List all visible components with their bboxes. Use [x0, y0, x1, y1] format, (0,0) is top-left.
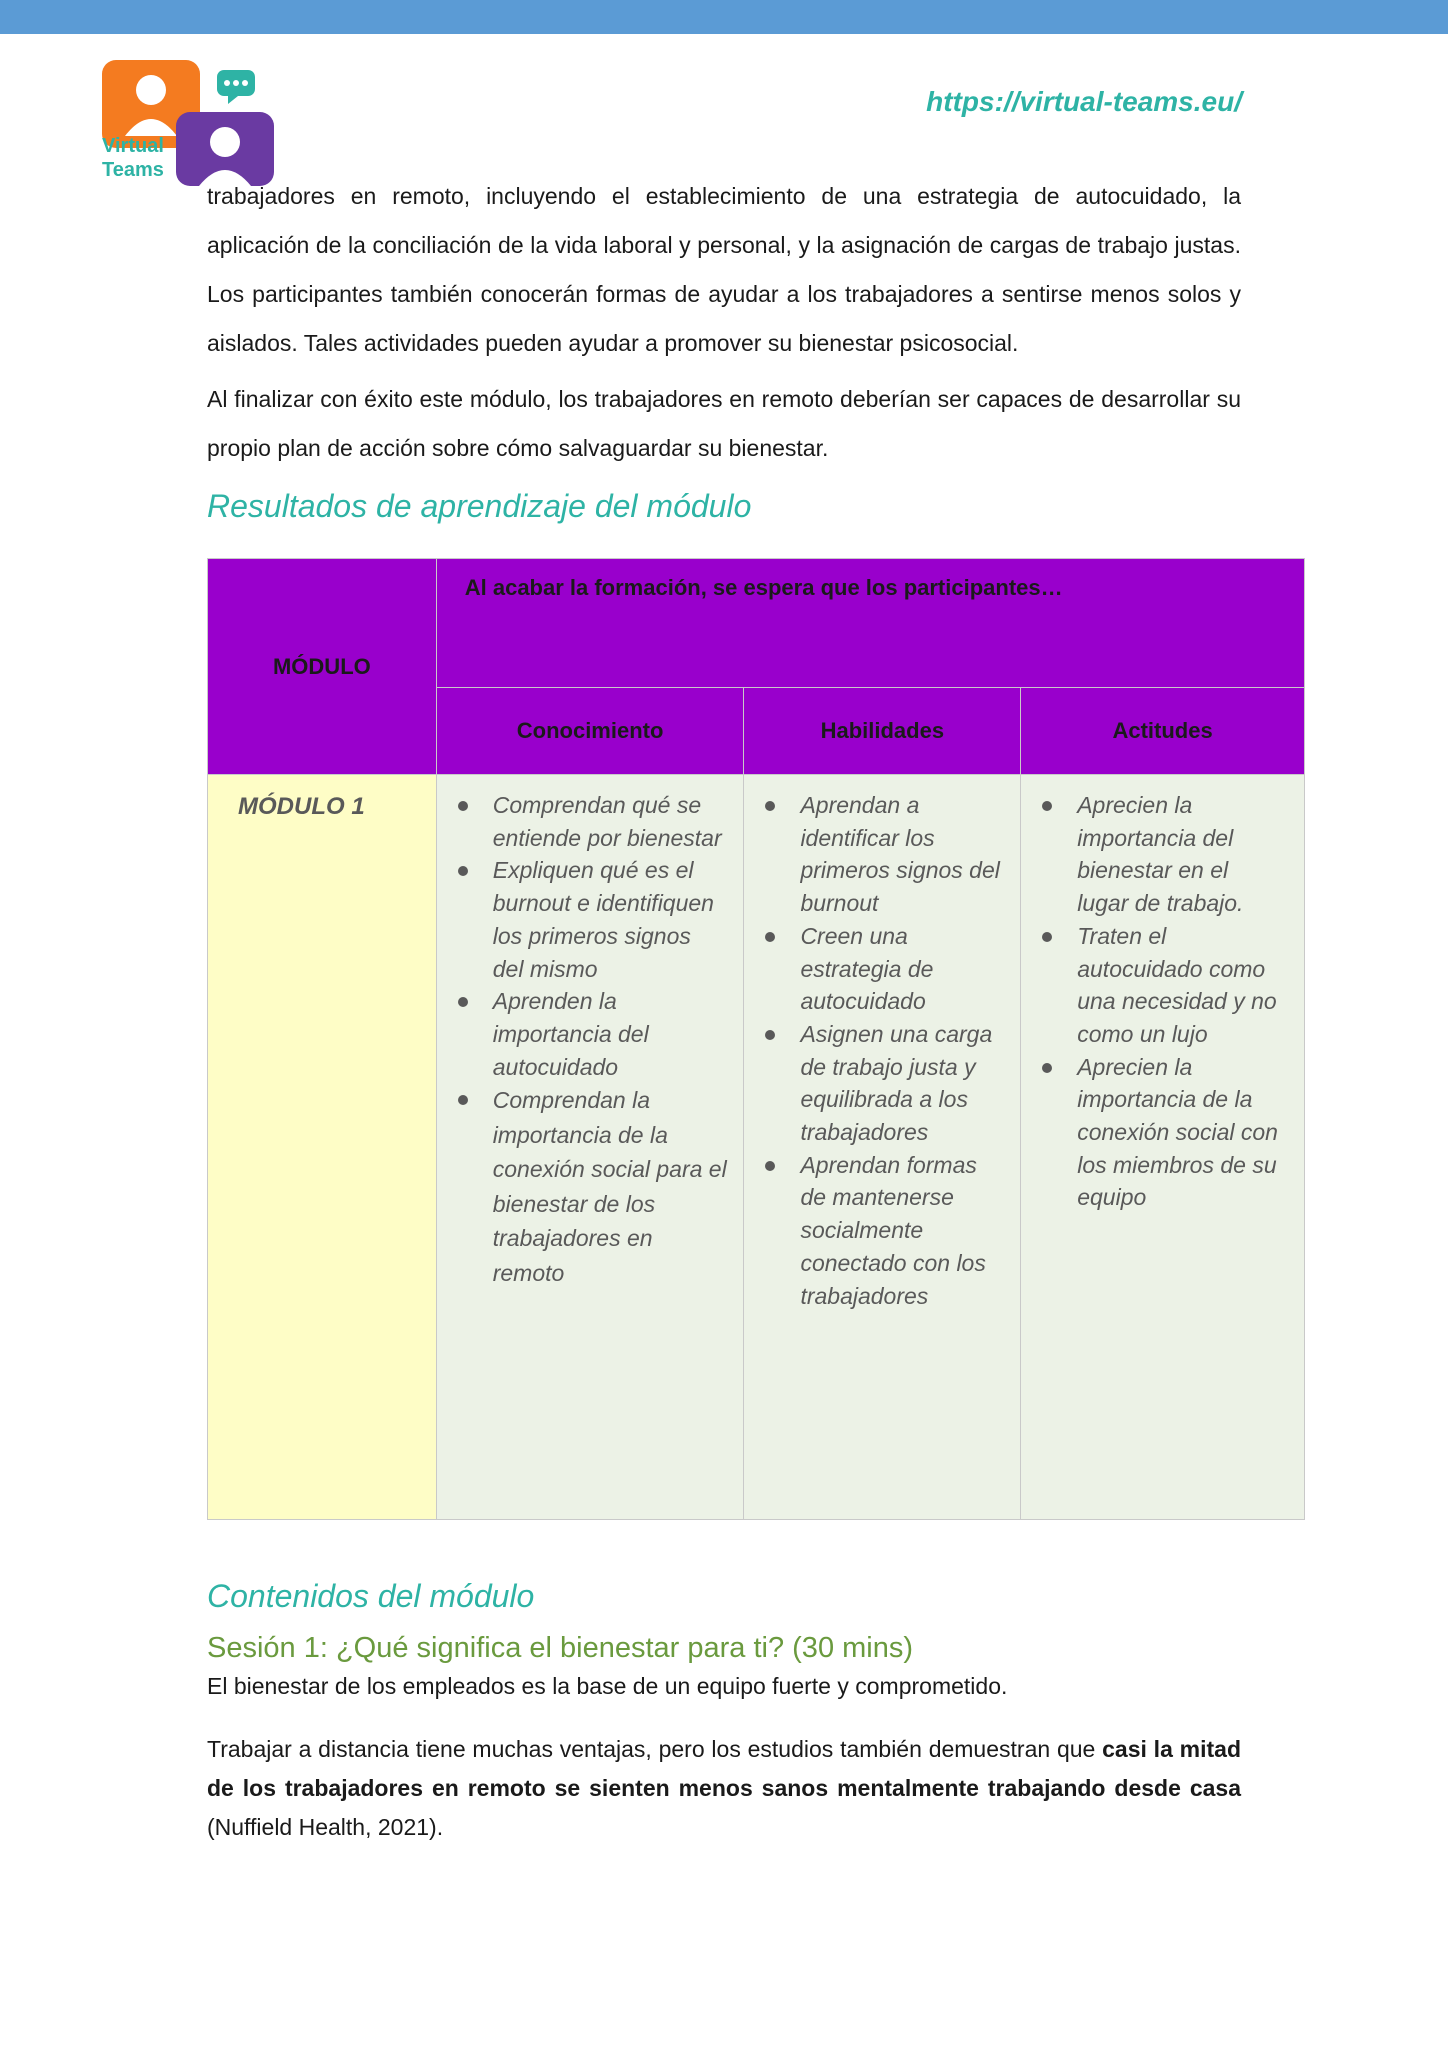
logo-text-line1: Virtual [102, 135, 164, 157]
session-1-intro: El bienestar de los empleados es la base de un equipo fuerte y comprometido. [207, 1673, 1008, 1699]
list-item: Aprecien la importancia de la conexión social con los miembros de su equipo [1077, 1051, 1282, 1215]
list-item: Aprendan formas de mantenerse socialmente conectado con los trabajadores [800, 1149, 1002, 1313]
list-item: Expliquen qué es el burnout e identifiquen los primeros signos del mismo [493, 854, 728, 985]
attitudes-cell [1021, 775, 1305, 1520]
attitudes-list [1021, 789, 1304, 1214]
module-header-label: MÓDULO [272, 653, 371, 679]
logo-text-line2: Teams [102, 159, 164, 181]
list-item: Aprecien la importancia del bienestar en el lugar de trabajo. [1077, 789, 1282, 920]
list-item: Comprendan qué se entiende por bienestar [493, 789, 728, 854]
paragraph-citation: (Nuffield Health, 2021). [207, 1814, 444, 1840]
virtual-teams-logo [100, 58, 280, 188]
module-header-cell [208, 559, 437, 775]
outcomes-header-label: Al acabar la formación, se espera que los participantes… [464, 575, 1063, 600]
paragraph-highlight: casi la mitad de los trabajadores en remoto se sienten menos sanos mentalmente trabajando desde casa [207, 1736, 1242, 1801]
knowledge-list [437, 789, 744, 1290]
skills-cell [744, 775, 1021, 1520]
list-item: Asignen una carga de trabajo justa y equilibrada a los trabajadores [800, 1018, 1002, 1149]
session-1-body [207, 1668, 1241, 1847]
learning-outcomes-table [207, 558, 1305, 1520]
session-1-title: Sesión 1: ¿Qué significa el bienestar para ti? (30 mins) [207, 1632, 914, 1664]
logo-text [102, 134, 164, 182]
intro-section [207, 172, 1241, 473]
intro-paragraph-2: Al finalizar con éxito este módulo, los trabajadores en remoto deberían ser capaces de desarrollar su propio plan de acción sobre cómo salvaguardar su bienestar. [207, 386, 1241, 461]
list-item: Aprenden la importancia del autocuidado [493, 985, 728, 1083]
skills-column-header: Habilidades [744, 688, 1021, 775]
paragraph-text-start: Trabajar a distancia tiene muchas ventajas, pero los estudios también demuestran que [207, 1736, 1103, 1762]
list-item: Aprendan a identificar los primeros signos del burnout [800, 789, 1002, 920]
session-1-paragraph [207, 1730, 1241, 1847]
list-item: Creen una estrategia de autocuidado [800, 920, 1002, 1018]
skills-list [744, 789, 1020, 1312]
attitudes-column-header: Actitudes [1021, 688, 1305, 775]
top-accent-bar [0, 0, 1448, 34]
knowledge-column-header: Conocimiento [436, 688, 744, 775]
outcomes-header-cell [436, 559, 1304, 688]
list-item: Comprendan la importancia de la conexión social para el bienestar de los trabajadores en remoto [493, 1083, 728, 1290]
module-1-label: MÓDULO 1 [238, 793, 365, 820]
module-1-cell [208, 775, 437, 1520]
learning-outcomes-heading: Resultados de aprendizaje del módulo [207, 488, 752, 524]
list-item: Traten el autocuidado como una necesidad y no como un lujo [1077, 920, 1282, 1051]
knowledge-cell [436, 775, 744, 1520]
intro-paragraph-1: trabajadores en remoto, incluyendo el establecimiento de una estrategia de autocuidado, la aplicación de la conciliación de la vida laboral y personal, y la asignación de cargas de trabajo justas. Los participantes también conocerán formas de ayudar a los trabajadores a sentirse menos solos y aislados. Tales actividades pueden ayudar a promover su bienestar psicosocial. [207, 183, 1241, 356]
module-contents-heading: Contenidos del módulo [207, 1578, 535, 1614]
site-url-link[interactable]: https://virtual-teams.eu/ [926, 86, 1242, 117]
